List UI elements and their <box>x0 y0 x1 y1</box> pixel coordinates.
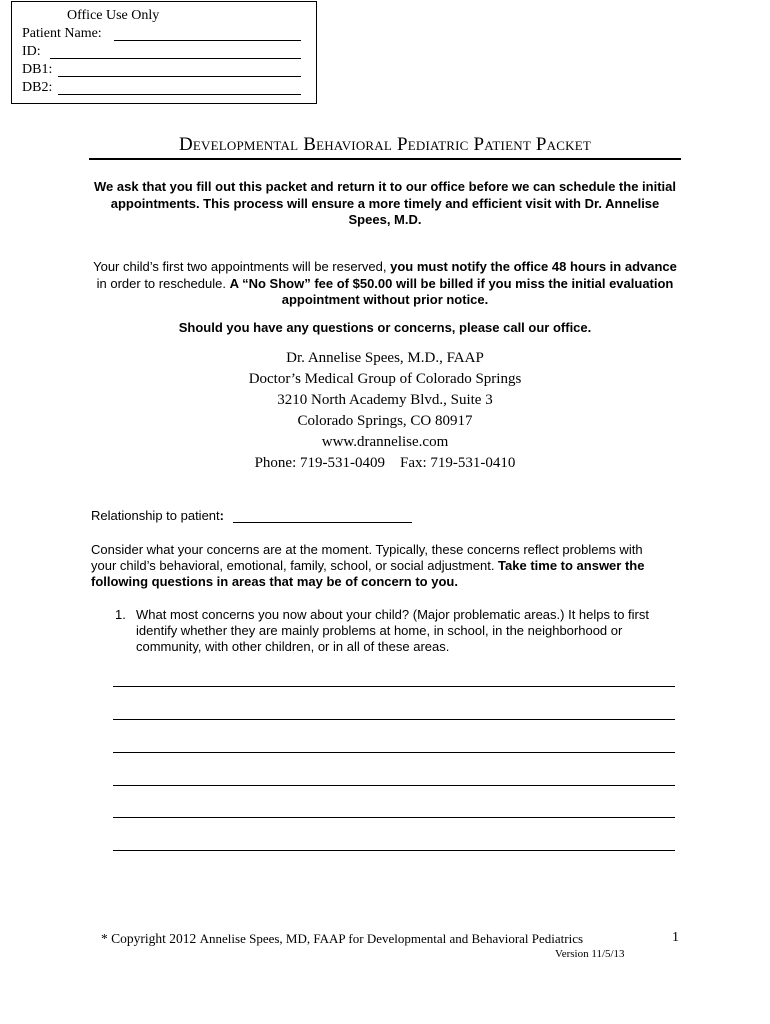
office-use-title: Office Use Only <box>67 8 160 23</box>
answer-line[interactable] <box>113 785 675 786</box>
copyright-prefix: * Copyright 2012 <box>101 931 200 946</box>
relationship-label-text: Relationship to patient <box>91 508 220 523</box>
website: www.drannelise.com <box>321 434 449 450</box>
version-label: Version 11/5/13 <box>555 948 625 960</box>
db1-field[interactable] <box>58 76 301 77</box>
db2-label: DB2: <box>22 80 53 95</box>
title-rule <box>89 158 681 160</box>
consider-text: Consider what your concerns are at the moment. Typically, these concerns reflect problems with your child’s behavioral, emotional, family, school, or social adjustment. <box>91 542 643 573</box>
intro-paragraph: We ask that you fill out this packet and return it to our office before we can schedule the initial appointments. This process will ensure a more timely and efficient visit with Dr. Annelise Spees, M.D. <box>94 179 676 227</box>
office-use-box <box>11 1 317 104</box>
db2-row <box>22 79 52 97</box>
phone-fax: Phone: 719-531-0409 Fax: 719-531-0410 <box>254 455 516 471</box>
patient-name-field[interactable] <box>114 40 301 41</box>
id-label: ID: <box>22 44 41 59</box>
reservation-paragraph <box>90 259 680 309</box>
relationship-field[interactable] <box>233 522 412 523</box>
id-field[interactable] <box>50 58 301 59</box>
patient-name-label: Patient Name: <box>22 26 102 41</box>
medical-group: Doctor’s Medical Group of Colorado Springs <box>248 371 522 387</box>
address-block <box>90 348 680 474</box>
question-1-text: What most concerns you now about your child? (Major problematic areas.) It helps to first identify whether they are mainly problems at home, in school, in the neighborhood or community, with other children, or in all of these areas. <box>136 607 649 654</box>
no-show-fee: A “No Show” fee of $50.00 will be billed if you miss the initial evaluation appointment without prior notice. <box>229 275 674 307</box>
db1-label: DB1: <box>22 62 53 77</box>
id-row <box>22 43 41 61</box>
reservation-text-1: Your child’s first two appointments will be reserved, <box>93 259 391 274</box>
consider-paragraph <box>91 542 671 590</box>
packet-title: Developmental Behavioral Pediatric Patient Packet <box>178 134 592 155</box>
patient-name-row <box>22 25 102 43</box>
relationship-label <box>91 508 224 523</box>
page-number: 1 <box>672 930 679 945</box>
answer-line[interactable] <box>113 817 675 818</box>
db2-field[interactable] <box>58 94 301 95</box>
questions-note: Should you have any questions or concerns, please call our office. <box>178 320 592 335</box>
city-state-zip: Colorado Springs, CO 80917 <box>297 413 473 429</box>
db1-row <box>22 61 52 79</box>
street-address: 3210 North Academy Blvd., Suite 3 <box>277 392 493 408</box>
doctor-name: Dr. Annelise Spees, M.D., FAAP <box>286 350 484 366</box>
reservation-notice: you must notify the office 48 hours in advance <box>390 259 677 274</box>
copyright-text: Annelise Spees, MD, FAAP for Developmental and Behavioral Pediatrics <box>199 931 584 946</box>
answer-line[interactable] <box>113 752 675 753</box>
relationship-colon: : <box>219 508 224 523</box>
answer-line[interactable] <box>113 686 675 687</box>
consider-instruction: Take time to answer the following questions in areas that may be of concern to you. <box>91 558 645 589</box>
answer-line[interactable] <box>113 719 675 720</box>
answer-line[interactable] <box>113 850 675 851</box>
question-1-number: 1. <box>115 607 126 622</box>
reservation-text-2: in order to reschedule. <box>96 275 230 291</box>
copyright-footer <box>101 931 583 947</box>
